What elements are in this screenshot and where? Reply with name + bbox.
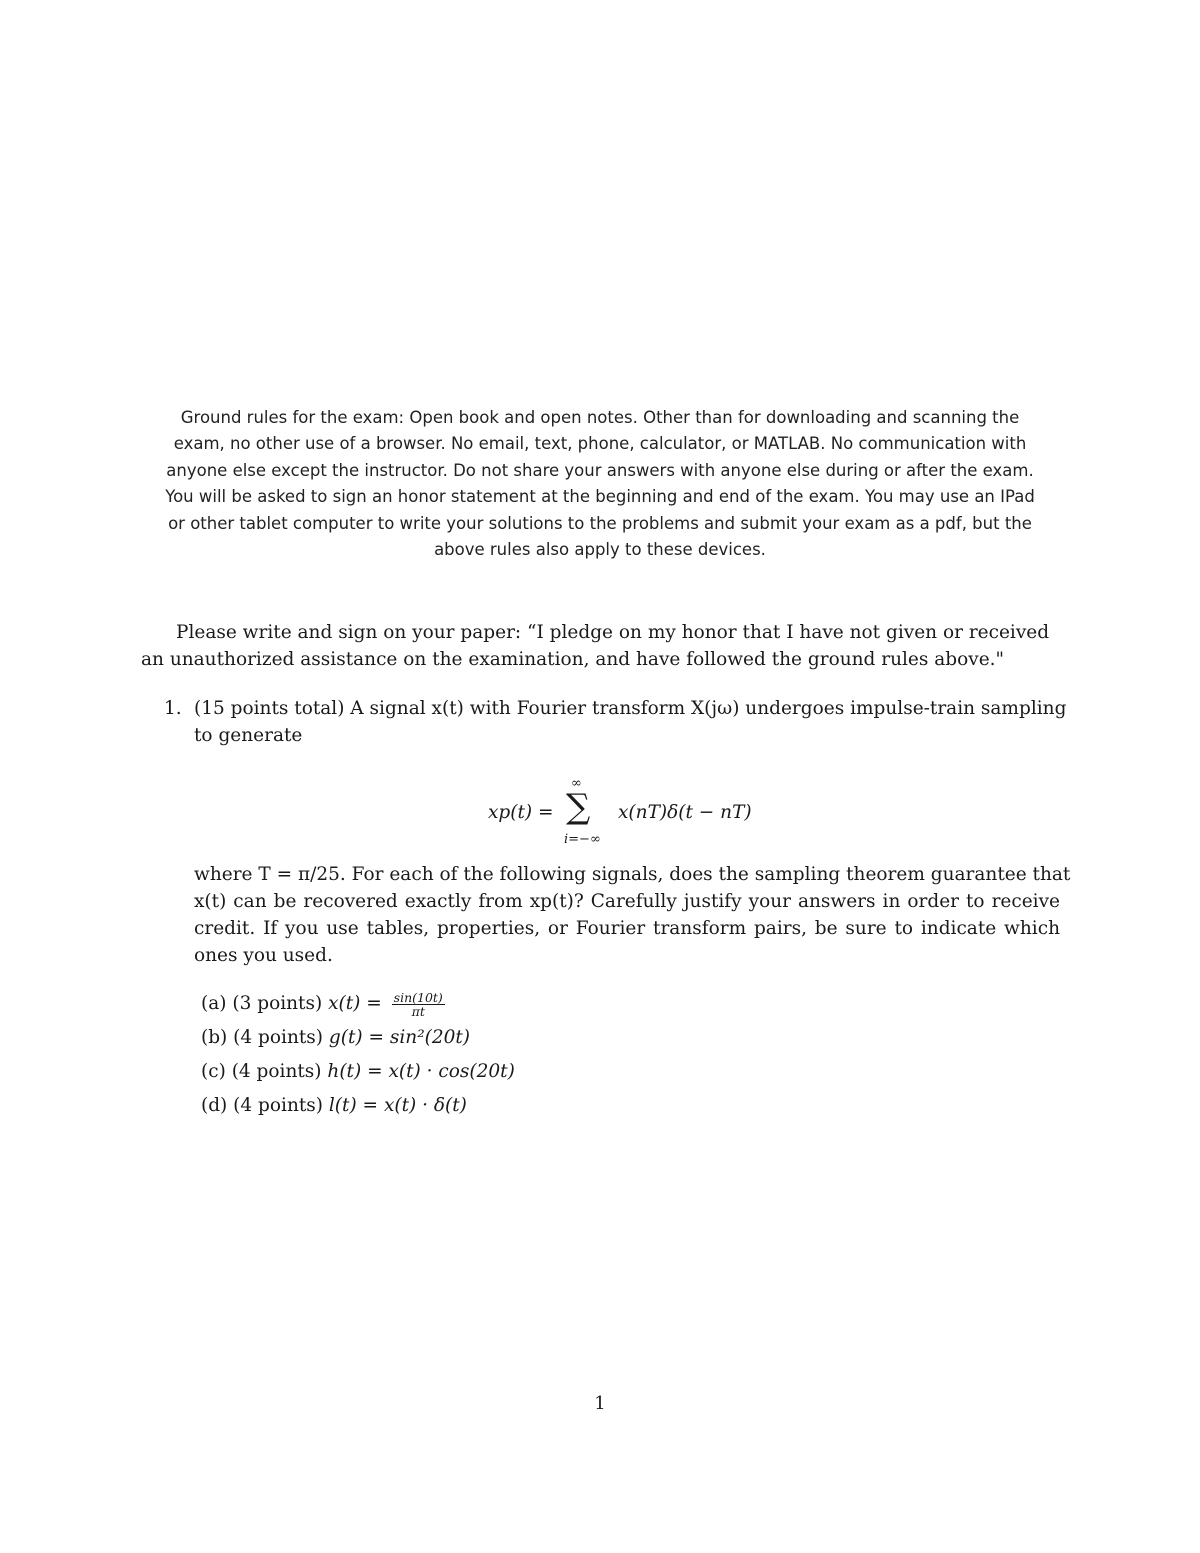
part-points: (4 points) [233,1095,323,1116]
part-label: (a) [201,993,227,1014]
sum-lower-limit: i=−∞ [564,832,601,847]
fraction-numerator: sin(10t) [393,989,443,1005]
ground-rules-line: exam, no other use of a browser. No email, text, phone, calculator, or MATLAB. No communication with [173,434,1027,454]
part-expression: l(t) = x(t) · δ(t) [328,1095,467,1116]
problem-intro-line: (15 points total) A signal x(t) with Fourier transform X(jω) undergoes impulse-train sampling [194,698,1067,719]
page-number: 1 [594,1393,606,1414]
part-label: (b) [201,1027,228,1048]
equation-rhs: x(nT)δ(t − nT) [618,802,752,823]
ground-rules-line: above rules also apply to these devices. [434,540,766,560]
problem-parts [201,987,515,1123]
ground-rules-line: anyone else except the instructor. Do not share your answers with anyone else during or after the exam. [166,460,1034,480]
sampling-equation [488,776,788,850]
ground-rules-line: You will be asked to sign an honor statement at the beginning and end of the exam. You may use an IPad [165,487,1035,507]
fraction-denominator: πt [411,1003,425,1019]
ground-rules [140,405,1060,563]
equation-lhs: xp(t) = [488,802,554,823]
fraction [392,991,445,1018]
question-line: credit. If you use tables, properties, or Fourier transform pairs, be sure to indicate which [194,918,1060,939]
part-label: (d) [201,1095,228,1116]
ground-rules-line: or other tablet computer to write your solutions to the problems and submit your exam as a pdf, but the [168,513,1032,533]
problem-intro [194,695,1067,749]
part-expression: x(t) = [328,993,382,1014]
ground-rules-line: Ground rules for the exam: Open book and open notes. Other than for downloading and scanning the [180,408,1020,427]
part-expression: g(t) = sin²(20t) [328,1027,471,1048]
part-c [201,1055,515,1089]
pledge-line: Please write and sign on your paper: “I pledge on my honor that I have not given or received [176,622,1050,643]
pledge-line: an unauthorized assistance on the examination, and have followed the ground rules above." [141,649,1005,670]
part-points: (4 points) [233,1027,323,1048]
part-label: (c) [201,1061,226,1082]
part-d [201,1089,515,1123]
sum-upper-limit: ∞ [571,776,582,791]
question-line: x(t) can be recovered exactly from xp(t)? Carefully justify your answers in order to receive [194,891,1060,912]
part-expression: h(t) = x(t) · cos(20t) [327,1061,515,1082]
part-points: (4 points) [231,1061,322,1082]
summation-symbol: ∑ [566,787,591,827]
problem-question [194,861,1071,969]
problem-intro-line: to generate [194,725,303,746]
question-line: ones you used. [194,945,333,966]
question-line: where T = π/25. For each of the following signals, does the sampling theorem guarantee that [194,864,1071,885]
part-b [201,1021,515,1055]
honor-pledge [141,619,1061,673]
problem-number: 1. [164,698,182,719]
part-a [201,987,515,1021]
part-points: (3 points) [232,993,323,1014]
